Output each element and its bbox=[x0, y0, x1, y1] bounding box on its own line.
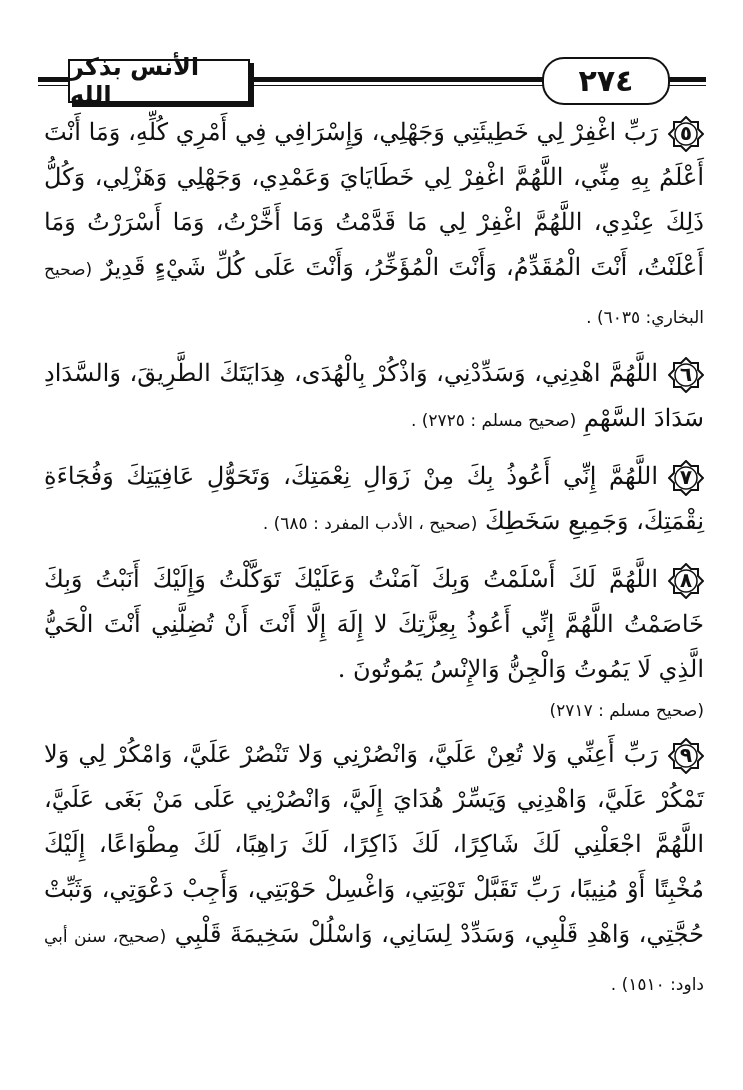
entry-number: ٥ bbox=[679, 121, 693, 145]
number-ornament-icon bbox=[668, 563, 704, 599]
supplication-entry bbox=[44, 351, 704, 444]
supplication-entry bbox=[44, 454, 704, 547]
entry-number: ٩ bbox=[679, 743, 693, 767]
number-ornament-icon bbox=[668, 116, 704, 152]
entry-source: (صحيح ، الأدب المفرد : ٦٨٥) . bbox=[262, 514, 478, 534]
number-ornament-icon bbox=[668, 460, 704, 496]
entry-number: ٧ bbox=[679, 465, 693, 489]
supplication-entry bbox=[44, 110, 704, 341]
entry-number: ٨ bbox=[679, 568, 693, 592]
entry-text: اللَّهُمَّ إِنِّي أَعُوذُ بِكَ مِنْ زَوَالِ نِعْمَتِكَ، وَتَحَوُّلِ عَافِيَتِكَ وَفُجَاءَةِ نِقْمَتِكَ، وَجَمِيعِ سَخَطِكَ bbox=[44, 462, 704, 535]
supplication-entry bbox=[44, 557, 704, 692]
entry-source: (صحيح البخاري: ٦٠٣٥) . bbox=[44, 260, 704, 328]
entry-source: (صحيح، سنن أبي داود: ١٥١٠) . bbox=[44, 927, 704, 995]
number-ornament-icon bbox=[668, 357, 704, 393]
entry-text: اللَّهُمَّ لَكَ أَسْلَمْتُ وَبِكَ آمَنْتُ وَعَلَيْكَ تَوَكَّلْتُ وَإِلَيْكَ أَنَبْتُ وَبِكَ خَاصَمْتُ اللَّهُمَّ إِنِّي أَعُوذُ بِعِزَّتِكَ لا إِلَهَ إِلَّا أَنْتَ أَنْ تُضِلَّنِي أَنْتَ الْحَيُّ الَّذِي لَا يَمُوتُ وَالْجِنُّ وَالإِنْسُ يَمُوتُونَ . bbox=[44, 565, 704, 683]
entry-text: اللَّهُمَّ اهْدِنِي، وَسَدِّدْنِي، وَاذْكُرْ بِالْهُدَى، هِدَايَتَكَ الطَّرِيقَ، وَالسَّدَادِ سَدَادَ السَّهْمِ bbox=[44, 359, 704, 432]
page-header bbox=[38, 53, 706, 109]
entry-source: (صحيح مسلم : ٢٧٢٥) . bbox=[410, 411, 577, 431]
entry-text: رَبِّ اغْفِرْ لِي خَطِيئَتِي وَجَهْلِي، وَإِسْرَافِي فِي أَمْرِي كُلِّهِ، وَمَا أَنْتَ أَعْلَمُ بِهِ مِنِّي، اللَّهُمَّ اغْفِرْ لِي خَطَايَايَ وَعَمْدِي، وَجَهْلِي وَهَزْلِي، وَكُلُّ ذَلِكَ عِنْدِي، اللَّهُمَّ اغْفِرْ لِي مَا قَدَّمْتُ وَمَا أَخَّرْتُ، وَمَا أَسْرَرْتُ وَمَا أَعْلَنْتُ، أَنْتَ الْمُقَدِّمُ، وَأَنْتَ الْمُؤَخِّرُ، وَأَنْتَ عَلَى كُلِّ شَيْءٍ قَدِيرٌ bbox=[44, 118, 705, 281]
entry-text: رَبِّ أَعِنِّي وَلا تُعِنْ عَلَيَّ، وَانْصُرْنِي وَلا تَنْصُرْ عَلَيَّ، وَامْكُرْ لِي وَلا تَمْكُرْ عَلَيَّ، وَاهْدِنِي وَيَسِّرْ هُدَايَ إِلَيَّ، وَانْصُرْنِي عَلَى مَنْ بَغَى عَلَيَّ، اللَّهُمَّ اجْعَلْنِي لَكَ شَاكِرًا، لَكَ ذَاكِرًا، لَكَ رَاهِبًا، لَكَ مِطْوَاعًا، إِلَيْكَ مُخْبِتًا أَوْ مُنِيبًا، رَبِّ تَقَبَّلْ تَوْبَتِي، وَاغْسِلْ حَوْبَتِي، وَأَجِبْ دَعْوَتِي، وَثَبِّتْ حُجَّتِي، وَاهْدِ قَلْبِي، وَسَدِّدْ لِسَانِي، وَاسْلُلْ سَخِيمَةَ قَلْبِي bbox=[44, 740, 704, 948]
page-content bbox=[44, 110, 704, 1018]
entry-number: ٦ bbox=[679, 362, 693, 386]
running-title: الأنس بذكر الله bbox=[68, 59, 250, 103]
page-number: ٢٧٤ bbox=[542, 57, 670, 105]
entry-source: (صحيح مسلم : ٢٧١٧) bbox=[549, 701, 704, 721]
supplication-entry bbox=[44, 732, 704, 1008]
number-ornament-icon bbox=[668, 738, 704, 774]
